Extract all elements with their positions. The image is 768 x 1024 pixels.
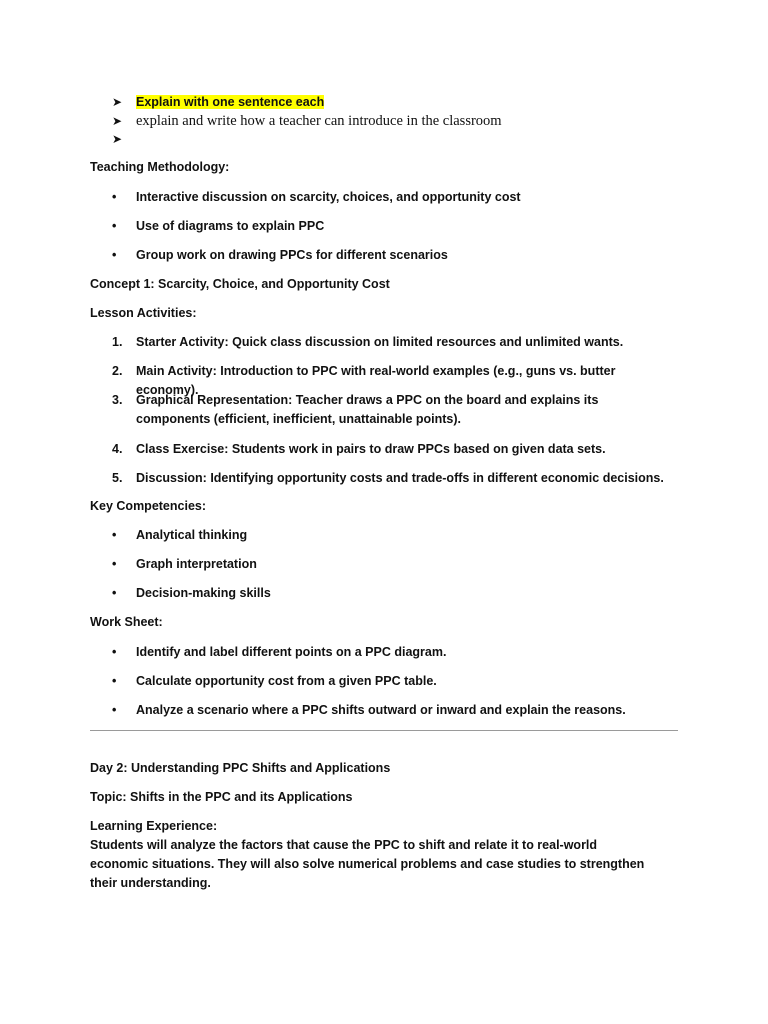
- note-text: explain and write how a teacher can introduce in the classroom: [136, 113, 502, 129]
- arrow-bullet-icon: ➤: [112, 95, 123, 109]
- bullet-icon: •: [112, 645, 117, 659]
- horizontal-divider: [90, 730, 678, 731]
- arrow-bullet-icon: ➤: [112, 132, 123, 146]
- bullet-icon: •: [112, 586, 117, 600]
- numbered-item: 3. Graphical Representation: Teacher draws a PPC on the board and explains its components (efficient, inefficient, unattainable points).: [112, 393, 599, 426]
- concept-heading: Concept 1: Scarcity, Choice, and Opportunity Cost: [90, 277, 390, 291]
- day2-title: Day 2: Understanding PPC Shifts and Applications: [90, 761, 391, 775]
- lesson-activities-heading: Lesson Activities:: [90, 306, 197, 320]
- numbered-item: 2. Main Activity: Introduction to PPC with real-world examples (e.g., guns vs. butter economy).: [112, 364, 616, 397]
- bullet-icon: •: [112, 674, 117, 688]
- work-sheet-heading: Work Sheet:: [90, 615, 163, 629]
- arrow-bullet-icon: ➤: [112, 114, 123, 128]
- teaching-methodology-heading: Teaching Methodology:: [90, 160, 230, 174]
- numbered-item: 4. Class Exercise: Students work in pairs to draw PPCs based on given data sets.: [112, 442, 606, 456]
- numbered-item: 5. Discussion: Identifying opportunity costs and trade-offs in different economic decisions.: [112, 471, 664, 485]
- highlighted-text: Explain with one sentence each: [136, 95, 325, 109]
- learning-experience-heading: Learning Experience:: [90, 819, 218, 833]
- bullet-icon: •: [112, 557, 117, 571]
- bullet-icon: •: [112, 703, 117, 717]
- bullet-icon: •: [112, 248, 117, 262]
- note-second: [112, 113, 502, 129]
- list-item: • Interactive discussion on scarcity, choices, and opportunity cost: [112, 188, 672, 207]
- day2-topic: Topic: Shifts in the PPC and its Applications: [90, 790, 353, 804]
- list-item: • Calculate opportunity cost from a given PPC table.: [112, 672, 672, 691]
- numbered-item: 1. Starter Activity: Quick class discussion on limited resources and unlimited wants.: [112, 335, 624, 349]
- list-item: • Group work on drawing PPCs for different scenarios: [112, 246, 672, 265]
- note-highlighted: [112, 94, 324, 110]
- list-item: • Analyze a scenario where a PPC shifts outward or inward and explain the reasons.: [112, 701, 672, 720]
- list-item: • Graph interpretation: [112, 555, 672, 574]
- list-item: • Identify and label different points on a PPC diagram.: [112, 643, 672, 662]
- learning-experience-text: Students will analyze the factors that cause the PPC to shift and relate it to real-world economic situations. They will also solve numerical problems and case studies to strengthen their understanding.: [90, 838, 645, 890]
- note-empty: [112, 131, 136, 147]
- list-item: • Analytical thinking: [112, 526, 672, 545]
- bullet-icon: •: [112, 219, 117, 233]
- list-item: • Use of diagrams to explain PPC: [112, 217, 672, 236]
- bullet-icon: •: [112, 190, 117, 204]
- key-competencies-heading: Key Competencies:: [90, 499, 207, 513]
- bullet-icon: •: [112, 528, 117, 542]
- list-item: • Decision-making skills: [112, 584, 672, 603]
